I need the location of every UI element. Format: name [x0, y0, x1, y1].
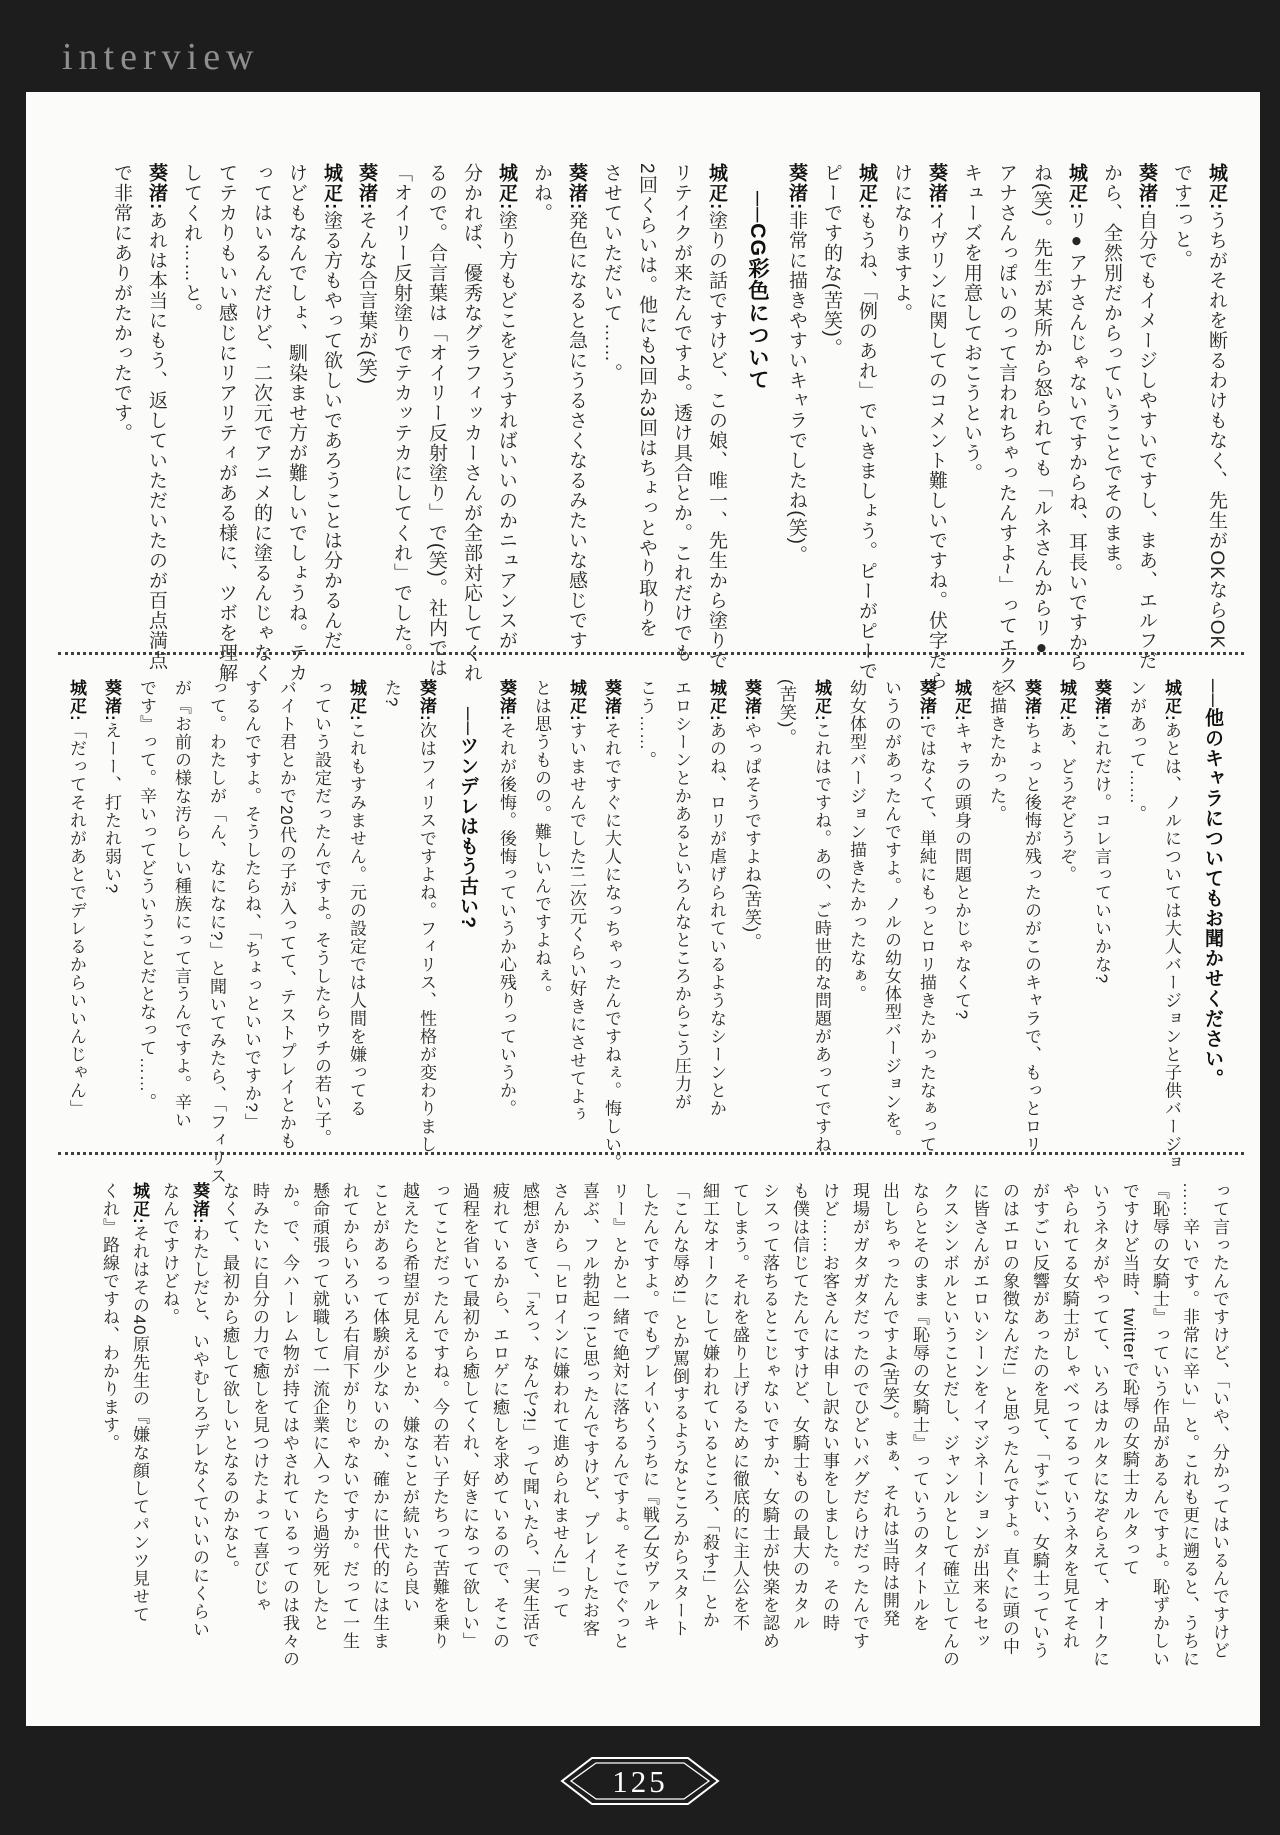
text-column: シスって落ちるとこじゃないですか、女騎士が快楽を認め	[760, 1182, 779, 1650]
text-column: ってはいるんだけど、二次元でアニメ的に塗るんじゃなく	[251, 163, 272, 683]
text-column: するんですよ。そうしたらね、「ちょっといいですか?」	[242, 679, 261, 1131]
text-column: を描きたかった。	[987, 679, 1006, 823]
text-column: キューズを用意しておこうという。	[961, 163, 982, 483]
text-column: に皆さんがエロいシーンをイマジネーションが出来るセッ	[970, 1182, 989, 1650]
text-column: こう……。	[637, 679, 656, 769]
text-column: 城疋:塗り方もどこをどうすればいいのかニュアンスが	[496, 163, 517, 651]
text-column: けどもなんでしょ、馴染ませ方が難しいでしょうね。テカ	[286, 163, 307, 683]
text-column: けど……お客さんには申し訳ない事をしました。その時	[820, 1182, 839, 1632]
text-column: エロシーンとかあるといろんなところからこう圧力が	[672, 679, 691, 1111]
text-column: ……辛いです。非常に辛い」と。これも更に遡ると、うちに	[1180, 1182, 1199, 1668]
text-column: 感想がきて、「えっ、なんで?!」って聞いたら、「実生活で	[520, 1182, 539, 1650]
text-column: 細工なオークにして嫌われているところ、「殺す!」とか	[700, 1182, 719, 1630]
text-column: 懸命頑張って就職して一流企業に入ったら過労死したと	[310, 1182, 329, 1632]
text-column: 城疋:これもすみません。元の設定では人間を嫌ってる	[347, 679, 366, 1118]
text-column: いうのがあったんですよ。ノルの幼女体型バージョンを。	[882, 679, 901, 1147]
text-column: 出しちゃったんですよ(苦笑)。まぁ、それは当時は開発	[880, 1182, 899, 1628]
text-column: で非常にありがたかったです。	[111, 163, 132, 443]
text-column: アナさんっぽいのって言われちゃったんすよ~」ってエクス	[996, 163, 1017, 696]
text-column: クスシンボルということだし、ジャンルとして確立してんの	[940, 1182, 959, 1668]
text-column: 喜ぶ、フル勃起っ!と思ったんですけど、プレイしたお客	[580, 1182, 599, 1638]
text-column: 城疋:うちがそれを断るわけもなく、先生がOKならOK	[1206, 163, 1227, 650]
text-column: 葵渚:非常に描きやすいキャラでしたね(笑)。	[786, 163, 807, 565]
section-heading: ──CG彩色について	[746, 191, 770, 391]
text-column: がすごい反響があったのを見て、「すごい、女騎士っていう	[1030, 1182, 1049, 1660]
page-left-border	[0, 0, 26, 1835]
text-column: って言ったんですけど、「いや、分かってはいるんですけど	[1210, 1182, 1229, 1660]
text-column: 分かれば、優秀なグラフィッカーさんが全部対応してくれ	[461, 163, 482, 683]
text-column: 城疋:塗りの話ですけど、この娘、唯一、先生から塗りで	[706, 163, 727, 671]
text-column: 城疋:すいませんでした!二次元くらい好きにさせてよぅ	[567, 679, 586, 1124]
text-column: 葵渚:それですぐに大人になっちゃったんですねぇ。悔しい。	[602, 679, 621, 1172]
text-column: ね(笑)。先生が某所から怒られても「ルネさんからリ●	[1031, 163, 1052, 660]
text-column: 城疋:あ、どうぞどうぞ。	[1057, 679, 1076, 884]
text-column: って。わたしが「ん、なになに?」と聞いてみたら、「フィリス	[207, 679, 226, 1185]
section-other-characters	[59, 679, 1234, 1185]
page-right-border	[1260, 0, 1280, 1835]
text-column: 城疋:それはその40原先生の『嫌な顔してパンツ見せて	[130, 1182, 149, 1624]
text-column: 葵渚:そんな合言葉が(笑)	[356, 163, 377, 385]
text-column: た?	[382, 679, 401, 708]
text-column: 城疋:塗る方もやって欲しいであろうことは分かるんだ	[321, 163, 342, 651]
text-column: か。で、今ハーレム物が持てはやされているってのは我々の	[280, 1182, 299, 1668]
text-column: てテカりもいい感じにリアリティがある様に、ツボを理解	[216, 163, 237, 683]
text-column: いうネタがやってて、いろはカルタになぞらえて、オークに	[1090, 1182, 1109, 1668]
text-column: 時みたいに自分の力で癒しを見つけたよって喜びじゃ	[250, 1182, 269, 1614]
text-column: のはエロの象徴なんだ!」と思ったんですよ。直ぐに頭の中	[1000, 1182, 1019, 1656]
text-column: 城疋:リ●アナさんじゃないですからね、耳長いですから	[1066, 163, 1087, 673]
text-column: ピーです的な(苦笑)。	[821, 163, 842, 358]
text-column: ことがあるって体験が少ないのか、確かに世代的には生ま	[370, 1182, 389, 1650]
section-divider-dotted	[58, 1152, 1244, 1155]
text-column: 「こんな辱め!」とか罵倒するようなところからスタート	[670, 1182, 689, 1638]
text-column: です!っと。	[1171, 163, 1192, 270]
section-onnakishi	[94, 1182, 1234, 1670]
text-column: さんから「ヒロインに嫌われて進められません!」って	[550, 1182, 569, 1620]
text-column: 2回くらいは。他にも2回か3回はちょっとやり取りを	[636, 163, 657, 638]
text-column: 「オイリー反射塗りでテカッテカにしてくれ」でした。	[391, 163, 412, 663]
text-column: 城疋:あとは、ノルについては大人バージョンと子供バージョ	[1162, 679, 1181, 1172]
page-number-plaque	[552, 1752, 728, 1810]
text-column: れてからいろいろ右肩下がりじゃないですか。だって一生	[340, 1182, 359, 1650]
section-cg-coloring	[104, 163, 1234, 696]
text-column: 城疋:「だってそれがあとでデレるからいいんじゃん」	[67, 679, 86, 1118]
text-column: 葵渚:えーー、打たれ弱い?	[102, 679, 121, 895]
text-column: 葵渚:次はフィリスですよね。フィリス、性格が変わりまし	[417, 679, 436, 1154]
text-column: 葵渚:イヴリンに関してのコメント難しいですね。伏字だら	[926, 163, 947, 691]
text-column: 城疋:これはですね。あの、ご時世的な問題があってですね	[812, 679, 831, 1154]
text-column: から、全然別だからっていうことでそのまま。	[1101, 163, 1122, 583]
interview-header-logo: interview	[62, 36, 260, 78]
text-column: 越えたら希望が見えるとか、嫌なことが続いたら良い	[400, 1182, 419, 1614]
text-column: バイト君とかで20代の子が入ってて、テストプレイとかも	[277, 679, 296, 1150]
text-column: っていう設定だったんですよ。そうしたらウチの若い子。	[312, 679, 331, 1147]
text-column: 城疋:もうね、「例のあれ」でいきましょう。ピーがピーで	[856, 163, 877, 681]
text-column: 葵渚:あれは本当にもう、返していただいたのが百点満点	[146, 163, 167, 671]
section-divider-dotted	[58, 652, 1244, 655]
text-column: リー』とかと一緒で絶対に落ちるんですよ。そこでぐっと	[610, 1182, 629, 1650]
text-column: 葵渚:発色になると急にうるさくなるみたいな感じです	[566, 163, 587, 651]
text-column: 葵渚:ではなくて、単純にもっとロリ描きたかったなぁって	[917, 679, 936, 1154]
page-number: 125	[612, 1764, 668, 1799]
text-column: 過程を省いて最初から癒してくれ、好きになって欲しい」	[460, 1182, 479, 1650]
text-column: 葵渚:ちょっと後悔が残ったのがこのキャラで、もっとロリ	[1022, 679, 1041, 1154]
text-column: ンがあって……。	[1127, 679, 1146, 823]
text-column: したんですよ。でもプレイいくうちに『戦乙女ヴァルキ	[640, 1182, 659, 1632]
text-column: 疲れているから、エロゲに癒しを求めているので、そこの	[490, 1182, 509, 1650]
text-column: 現場がガタガタだったのでひどいバグだらけだったんです	[850, 1182, 869, 1650]
text-column: 幼女体型バージョン描きたかったなぁ。	[847, 679, 866, 1003]
text-column: なくて、最初から癒して欲しいとなるのかなと。	[220, 1182, 239, 1578]
text-column: 葵渚:自分でもイメージしやすいですし、まあ、エルフだ	[1136, 163, 1157, 671]
text-column: くれ』路線ですね、わかります。	[100, 1182, 119, 1452]
text-column: (苦笑)。	[777, 679, 796, 747]
text-column: 城疋:あのね、ロリが虐げられているようなシーンとか	[707, 679, 726, 1118]
text-column: 城疋:キャラの頭身の問題とかじゃなくて?	[952, 679, 971, 1021]
section-heading: ──ツンデレはもう古い?	[457, 707, 478, 929]
text-column: ならとそのまま『恥辱の女騎士』っていうのタイトルを	[910, 1182, 929, 1632]
text-column: 葵渚:これだけ。コレ言っていいかな?	[1092, 679, 1111, 985]
text-column: るので。合言葉は「オイリー反射塗り」で(笑)。社内では	[426, 163, 447, 678]
text-column: 『恥辱の女騎士』っていう作品があるんですよ。恥ずかしい	[1150, 1182, 1169, 1668]
text-column: なんですけどね。	[160, 1182, 179, 1326]
text-column: やられてる女騎士がしゃべってるっていうネタを見てそれ	[1060, 1182, 1079, 1650]
text-column: が『お前の様な汚らしい種族にって言うんですよ。辛い	[172, 679, 191, 1129]
text-column: 葵渚:やっぱそうですよね(苦笑)。	[742, 679, 761, 951]
text-column: してくれ……と。	[181, 163, 202, 323]
text-column: てしまう。それを盛り上げるために徹底的に主人公を不	[730, 1182, 749, 1632]
text-column: ってことだったんですね。今の若い子たちって苦難を乗り	[430, 1182, 449, 1650]
section-heading: ──他のキャラについてもお聞かせください。	[1202, 679, 1223, 1089]
text-column: させていただいて……。	[601, 163, 622, 383]
page-number-frame-icon	[552, 1752, 728, 1810]
text-column: 葵渚:わたしだと、いやむしろデレなくていいのにくらい	[190, 1182, 209, 1639]
text-column: 葵渚:それが後悔。後悔っていうか心残りっていうか。	[497, 679, 516, 1118]
text-column: とは思うものの。難しいんですよねぇ。	[532, 679, 551, 1003]
text-column: です』って。辛いってどういうことだとなって……。	[137, 679, 156, 1111]
text-column: も僕は信じてたんですけど、女騎士ものの最大のカタル	[790, 1182, 809, 1632]
text-column: リテイクが来たんですよ。透け具合とか。これだけでも	[671, 163, 692, 663]
text-column: けになりますよ。	[891, 163, 912, 323]
text-column: かね。	[531, 163, 552, 223]
text-column: ですけど当時、twitterで恥辱の女騎士カルタって	[1120, 1182, 1139, 1577]
